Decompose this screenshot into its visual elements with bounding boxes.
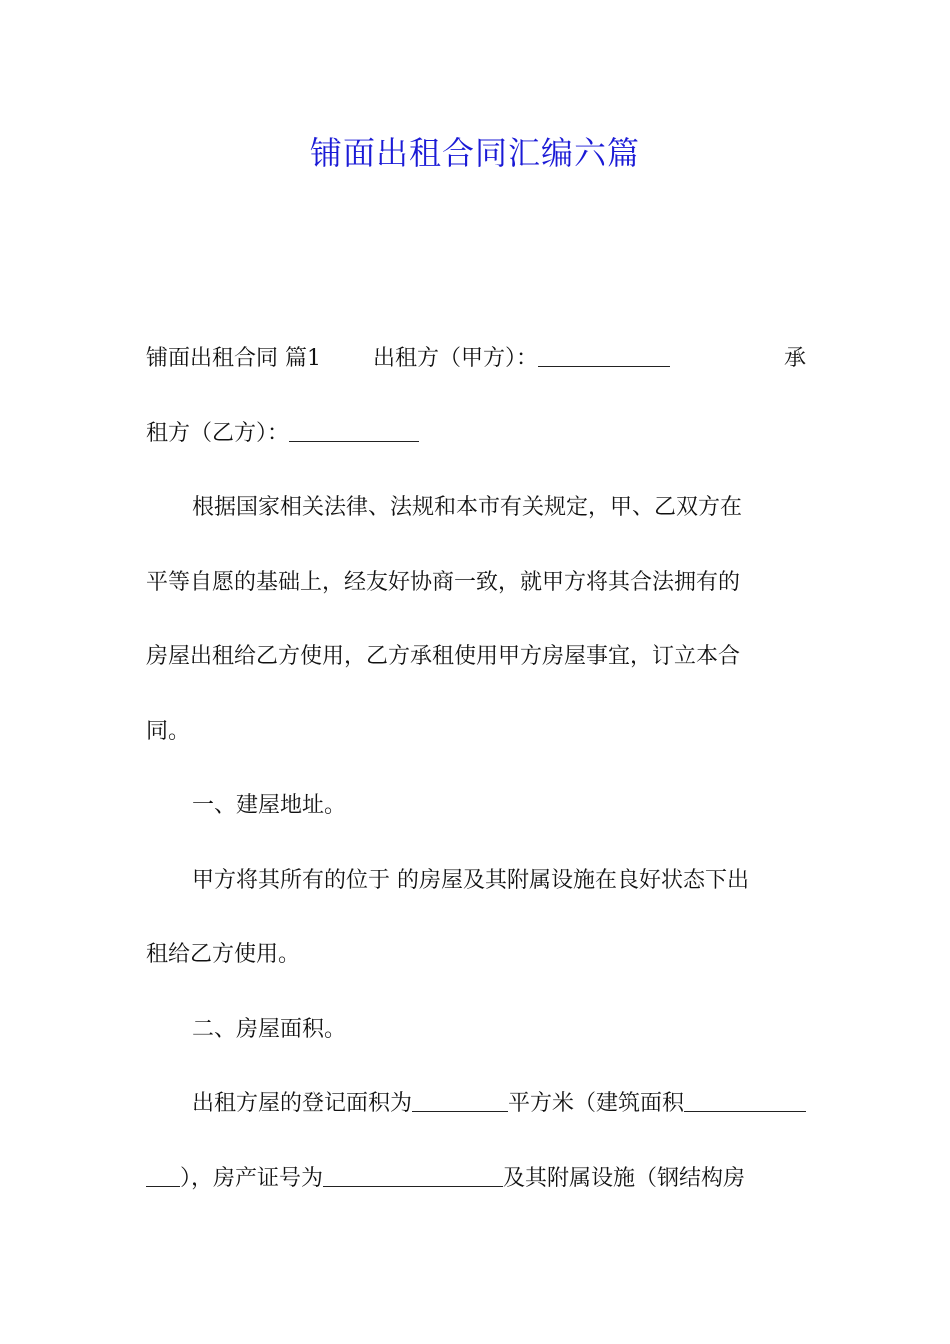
paragraph-line bbox=[146, 1156, 806, 1231]
paragraph-line bbox=[146, 932, 806, 1007]
section-heading-area bbox=[146, 1007, 806, 1082]
paragraph-text: 租给乙方使用。 bbox=[146, 942, 301, 967]
property-cert-blank bbox=[323, 1156, 503, 1187]
party-line-1 bbox=[146, 336, 806, 411]
paragraph-line bbox=[146, 858, 806, 933]
document-body bbox=[146, 336, 806, 1230]
party-line-2 bbox=[146, 411, 806, 486]
building-area-blank bbox=[684, 1081, 806, 1112]
paragraph-text: 及其附属设施（钢结构房 bbox=[503, 1165, 746, 1191]
paragraph-text: 出租方屋的登记面积为 bbox=[192, 1091, 413, 1116]
paragraph-line bbox=[146, 1081, 806, 1156]
paragraph-line bbox=[146, 709, 806, 784]
paragraph-text: 甲方将其所有的位于 的房屋及其附属设施在良好状态下出 bbox=[192, 867, 749, 893]
paragraph-text: 平等自愿的基础上，经友好协商一致，就甲方将其合法拥有的 bbox=[146, 569, 741, 595]
lessor-label: 出租方（甲方）： bbox=[373, 346, 539, 371]
paragraph-line bbox=[146, 634, 806, 709]
lessee-label-start: 承 bbox=[783, 346, 806, 371]
section-heading-text: 二、房屋面积。 bbox=[192, 1016, 347, 1042]
paragraph-line bbox=[146, 485, 806, 560]
registered-area-blank bbox=[412, 1081, 508, 1112]
paragraph-text: 同。 bbox=[146, 718, 191, 744]
document-title: 铺面出租合同汇编六篇 bbox=[309, 134, 640, 172]
paragraph-text: 平方米（建筑面积 bbox=[508, 1091, 685, 1116]
section-heading-address bbox=[146, 783, 806, 858]
lessee-blank bbox=[289, 411, 419, 442]
contract-heading: 铺面出租合同 篇1 bbox=[146, 346, 321, 371]
lessee-label: 租方（乙方）： bbox=[146, 420, 290, 446]
paragraph-line bbox=[146, 560, 806, 635]
paragraph-text: 房屋出租给乙方使用，乙方承租使用甲方房屋事宜，订立本合 bbox=[146, 644, 741, 669]
building-area-blank-cont bbox=[146, 1156, 180, 1187]
section-heading-text: 一、建屋地址。 bbox=[192, 793, 347, 818]
paragraph-text: 根据国家相关法律、法规和本市有关规定，甲、乙双方在 bbox=[192, 495, 743, 520]
paragraph-text: ），房产证号为 bbox=[180, 1165, 324, 1191]
lessor-blank bbox=[538, 336, 670, 367]
